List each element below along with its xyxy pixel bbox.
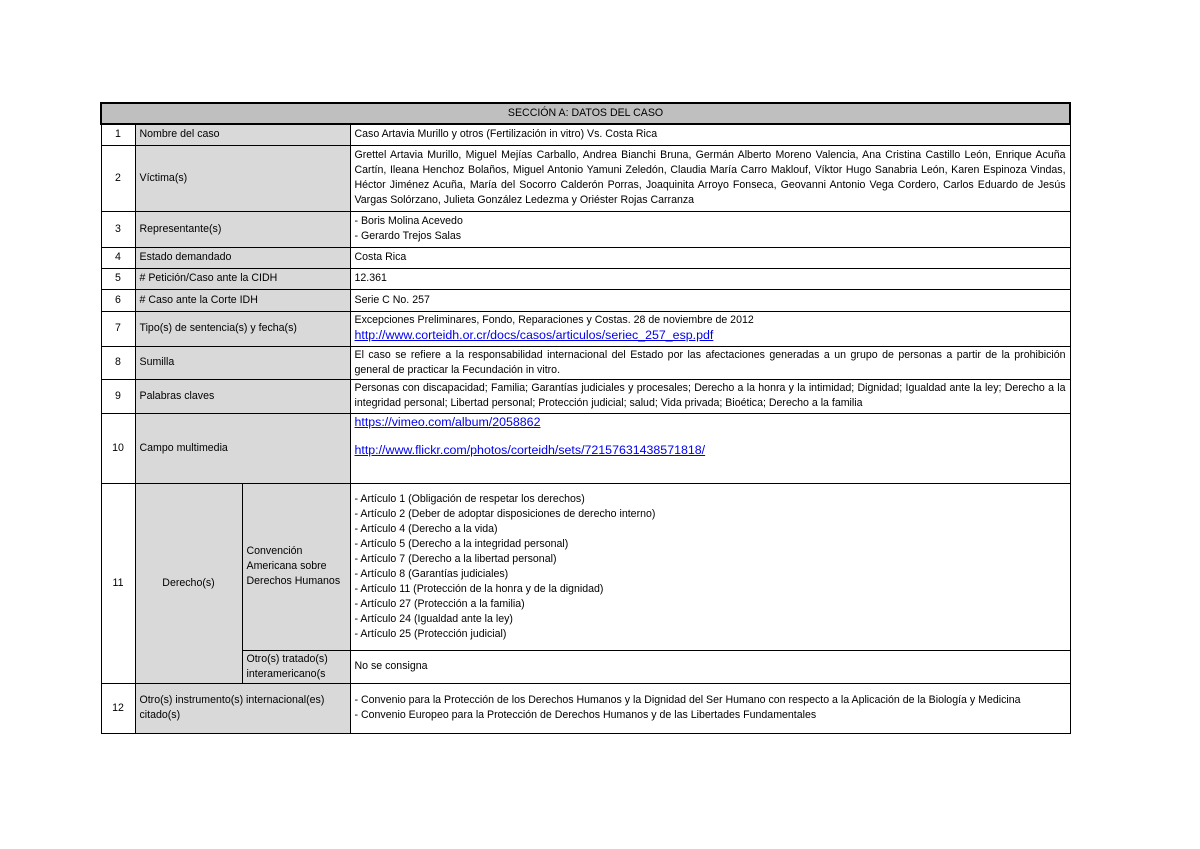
row-label: Nombre del caso	[135, 124, 350, 145]
articles-list	[350, 483, 1070, 650]
row-value: Serie C No. 257	[350, 289, 1070, 311]
case-data-table	[100, 102, 1071, 734]
article-item: - Artículo 25 (Protección judicial)	[354, 627, 507, 640]
row-number: 11	[101, 483, 135, 683]
article-item: - Artículo 24 (Igualdad ante la ley)	[354, 612, 513, 625]
row-value: Caso Artavia Murillo y otros (Fertilización in vitro) Vs. Costa Rica	[350, 124, 1070, 145]
row-number: 3	[101, 211, 135, 247]
row-label: Víctima(s)	[135, 145, 350, 211]
row-number: 8	[101, 346, 135, 379]
article-item: - Artículo 27 (Protección a la familia)	[354, 597, 525, 610]
vimeo-link[interactable]: https://vimeo.com/album/2058862	[354, 414, 541, 429]
row-number: 12	[101, 683, 135, 733]
row-label: Otro(s) instrumento(s) internacional(es) citado(s)	[135, 683, 350, 733]
flickr-link[interactable]: http://www.flickr.com/photos/corteidh/sets/72157631438571818/	[354, 442, 706, 457]
row-number: 4	[101, 247, 135, 268]
table-row	[101, 247, 1070, 268]
row-label: Palabras claves	[135, 379, 350, 413]
table-row	[101, 483, 1070, 650]
table-row	[101, 379, 1070, 413]
table-row	[101, 124, 1070, 145]
row-number: 9	[101, 379, 135, 413]
section-title: SECCIÓN A: DATOS DEL CASO	[101, 103, 1070, 124]
row-value	[350, 211, 1070, 247]
table-row	[101, 145, 1070, 211]
representative-2: - Gerardo Trejos Salas	[354, 230, 462, 242]
sentence-type: Excepciones Preliminares, Fondo, Reparaciones y Costas. 28 de noviembre de 2012	[354, 314, 754, 326]
row-label: # Petición/Caso ante la CIDH	[135, 268, 350, 289]
row-number: 1	[101, 124, 135, 145]
other-treaties-label: Otro(s) tratado(s) interamericano(s	[242, 650, 350, 683]
row-label: Representante(s)	[135, 211, 350, 247]
row-value: El caso se refiere a la responsabilidad internacional del Estado por las afectaciones generadas a un grupo de personas a partir de la prohibición general de practicar la Fecundación in vitro.	[350, 346, 1070, 379]
table-row	[101, 683, 1070, 733]
row-number: 7	[101, 311, 135, 346]
article-item: - Artículo 4 (Derecho a la vida)	[354, 522, 498, 535]
row-number: 6	[101, 289, 135, 311]
row-value: Personas con discapacidad; Familia; Garantías judiciales y procesales; Derecho a la honra y la intimidad; Dignidad; Igualdad ante la ley; Derecho a la integridad personal; Libertad personal; Protección judicial; salud; Vida privada; Bioética; Derecho a la familia	[350, 379, 1070, 413]
table-row	[101, 650, 1070, 683]
row-value	[350, 413, 1070, 483]
article-item: - Artículo 8 (Garantías judiciales)	[354, 567, 509, 580]
row-number: 10	[101, 413, 135, 483]
row-value: 12.361	[350, 268, 1070, 289]
article-item: - Artículo 11 (Protección de la honra y de la dignidad)	[354, 582, 604, 595]
instrument-2: - Convenio Europeo para la Protección de Derechos Humanos y de las Libertades Fundamentales	[354, 709, 817, 721]
row-label: Sumilla	[135, 346, 350, 379]
table-row	[101, 289, 1070, 311]
article-item: - Artículo 1 (Obligación de respetar los derechos)	[354, 492, 585, 505]
row-value: Costa Rica	[350, 247, 1070, 268]
row-label: Derecho(s)	[135, 483, 242, 683]
convention-label: Convención Americana sobre Derechos Humanos	[242, 483, 350, 650]
table-row	[101, 413, 1070, 483]
row-label: Campo multimedia	[135, 413, 350, 483]
table-row	[101, 346, 1070, 379]
row-label: Estado demandado	[135, 247, 350, 268]
row-value	[350, 311, 1070, 346]
row-label: # Caso ante la Corte IDH	[135, 289, 350, 311]
instrument-1: - Convenio para la Protección de los Derechos Humanos y la Dignidad del Ser Humano con respecto a la Aplicación de la Biología y Medicina	[354, 694, 1021, 706]
table-row	[101, 211, 1070, 247]
row-label: Tipo(s) de sentencia(s) y fecha(s)	[135, 311, 350, 346]
table-row	[101, 311, 1070, 346]
representative-1: - Boris Molina Acevedo	[354, 215, 463, 227]
article-item: - Artículo 7 (Derecho a la libertad personal)	[354, 552, 557, 565]
row-number: 2	[101, 145, 135, 211]
sentence-link[interactable]: http://www.corteidh.or.cr/docs/casos/articulos/seriec_257_esp.pdf	[354, 328, 714, 342]
row-number: 5	[101, 268, 135, 289]
article-item: - Artículo 5 (Derecho a la integridad personal)	[354, 537, 569, 550]
row-value	[350, 683, 1070, 733]
table-row	[101, 268, 1070, 289]
article-item: - Artículo 2 (Deber de adoptar disposiciones de derecho interno)	[354, 507, 656, 520]
row-value: Grettel Artavia Murillo, Miguel Mejías Carballo, Andrea Bianchi Bruna, Germán Alberto Moreno Valencia, Ana Cristina Castillo León, Enrique Acuña Cartín, Ileana Henchoz Bolaños, Miguel Antonio Yamuni Zeledón, Claudia María Carro Maklouf, Víktor Hugo Sanabria León, Karen Espinoza Vindas, Héctor Jiménez Acuña, María del Socorro Calderón Porras, Joaquinita Arroyo Fonseca, Geovanni Antonio Vega Cordero, Carlos Eduardo de Jesús Vargas Solórzano, Julieta González Ledezma y Oriéster Rojas Carranza	[350, 145, 1070, 211]
other-treaties-value: No se consigna	[350, 650, 1070, 683]
